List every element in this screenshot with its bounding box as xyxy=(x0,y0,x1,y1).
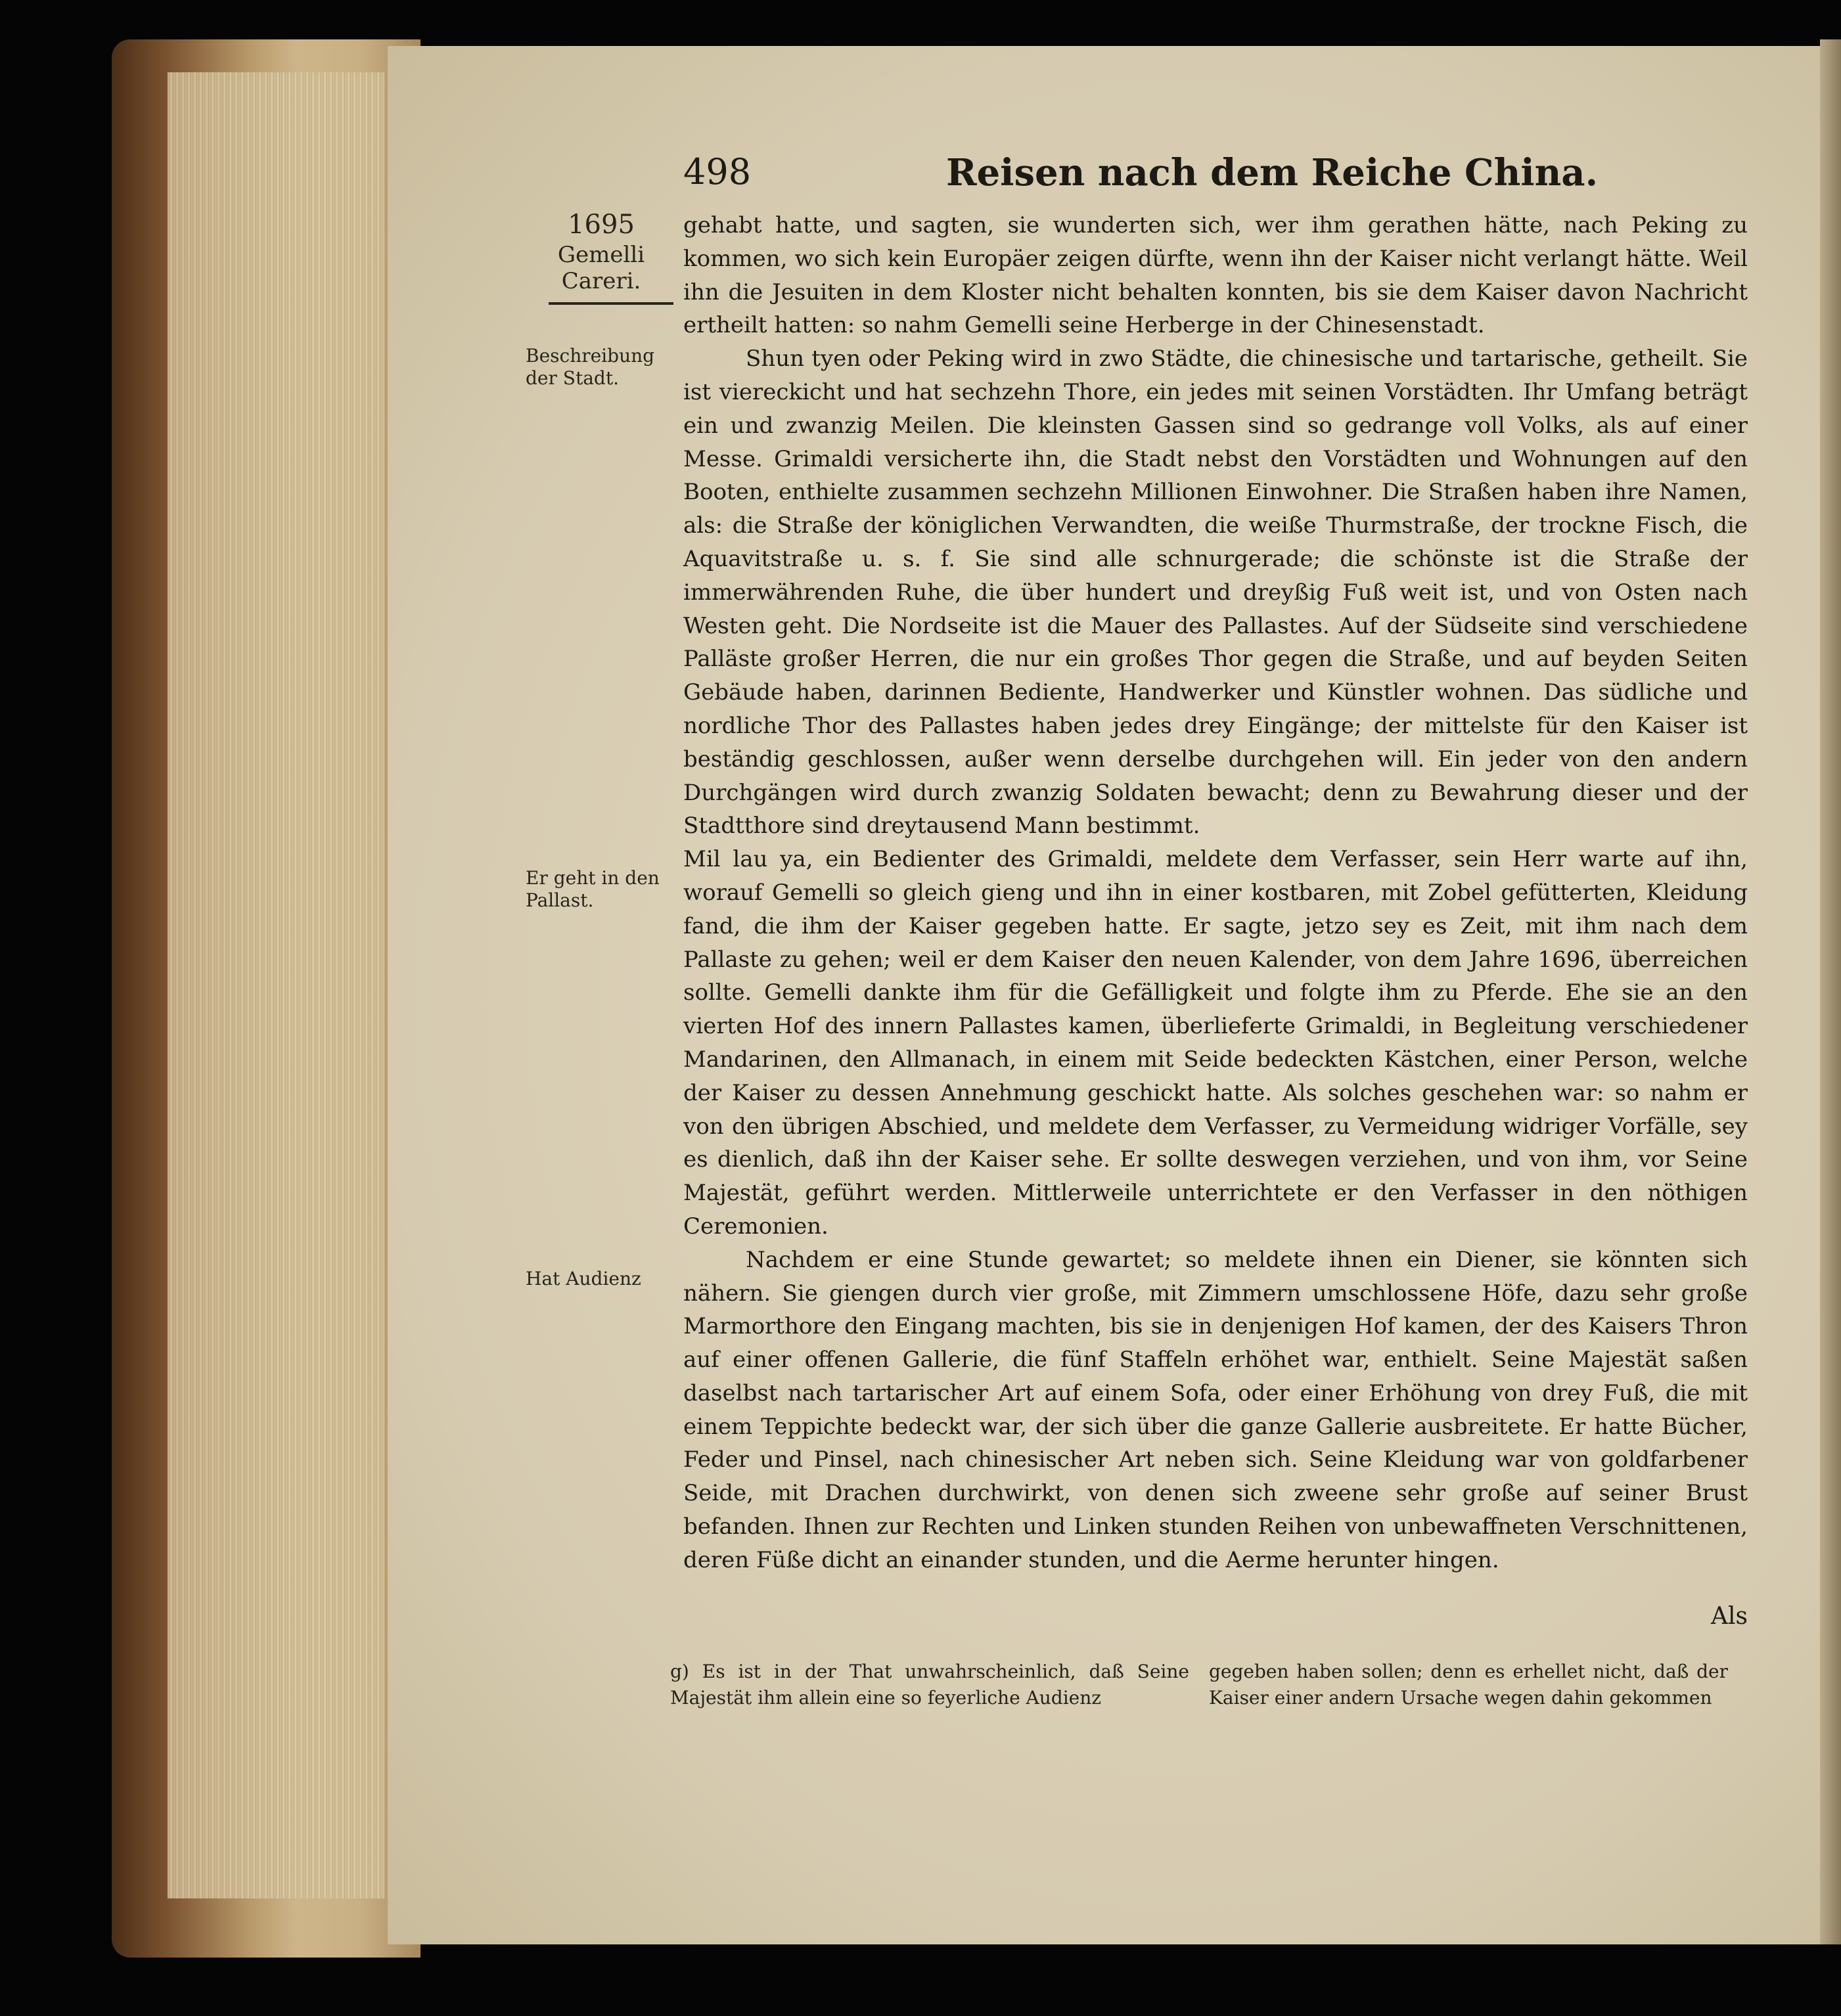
margin-note-year: 1695 xyxy=(568,210,635,240)
margin-note-description: Beschreibung der Stadt. xyxy=(526,345,655,389)
page-header xyxy=(683,151,1748,204)
footnote-left-column: g) Es ist in der That unwahrscheinlich, daß Seine Majestät ihm allein eine so feyerliche Audienz xyxy=(670,1661,1189,1709)
margin-rule xyxy=(549,302,673,305)
paragraph-1: gehabt hatte, und sagten, sie wunderten sich, wer ihm gerathen hätte, nach Peking zu kommen, wo sich kein Europäer zeigen dürfte, wenn ihn der Kaiser nicht verlangt hätte. Weil ihn die Jesuiten in dem Kloster nicht behalten konnten, bis sie dem Kaiser davon Nachricht ertheilt hatten: so nahm Gemelli seine Herberge in der Chinesenstadt. xyxy=(683,212,1748,339)
page-number: 498 xyxy=(683,151,752,192)
margin-notes xyxy=(526,204,677,1320)
margin-note-palace: Er geht in den Pallast. xyxy=(526,867,660,911)
catchword: Als xyxy=(1711,1603,1748,1630)
paragraph-4: Nachdem er eine Stunde gewartet; so meldete ihnen ein Diener, sie könnten sich nähern. Sie giengen durch vier große, mit Zimmern umschlossene Höfe, dazu sehr große Marmorthore den Eingang machten, bis sie in denjenigen Hof kamen, der des Kaisers Thron auf einer offenen Gallerie, die fünf Staffeln erhöhet war, enthielt. Seine Majestät saßen daselbst nach tartarischer Art auf einem Sofa, oder einer Erhöhung von drey Fuß, die mit einem Teppichte bedeckt war, der sich über die ganze Gallerie ausbreitete. Er hatte Bücher, Feder und Pinsel, nach chinesischer Art neben sich. Seine Kleidung war von goldfarbener Seide, mit Drachen durchwirkt, von denen sich zweene sehr große auf seiner Brust befanden. Ihnen zur Rechten und Linken stunden Reihen von unbewaffneten Verschnittenen, deren Füße dicht an einander stunden, und die Aerme herunter hingen. xyxy=(683,1246,1748,1573)
paragraph-2: Shun tyen oder Peking wird in zwo Städte, die chinesische und tartarische, getheilt. Sie ist viereckicht und hat sechzehn Thore, ein jedes mit seinen Vorstädten. Ihr Umfang beträgt ein und zwanzig Meilen. Die kleinsten Gassen sind so gedrange voll Volks, als auf einer Messe. Grimaldi versicherte ihn, die Stadt nebst den Vorstädten und Wohnungen auf den Booten, enthielte zusammen sechzehn Millionen Einwohner. Die Straßen haben ihre Namen, als: die Straße der königlichen Verwandten, die weiße Thurmstraße, der trockne Fisch, die Aquavitstraße u. s. f. Sie sind alle schnurgerade; die schönste ist die Straße der immerwährenden Ruhe, die über hundert und dreyßig Fuß weit ist, und von Osten nach Westen geht. Die Nordseite ist die Mauer des Pallastes. Auf der Südseite sind verschiedene Palläste großer Herren, die nur ein großes Thor gegen die Straße, und auf beyden Seiten Gebäude haben, darinnen Bediente, Handwerker und Künstler wohnen. Das südliche und nordliche Thor des Pallastes haben jedes drey Eingänge; der mittelste für den Kaiser ist beständig geschlossen, außer wenn derselbe durchgehen will. Ein jeder von den andern Durchgängen wird durch zwanzig Soldaten bewacht; denn zu Bewahrung dieser und der Stadtthore sind dreytausend Mann bestimmt. xyxy=(683,346,1748,840)
footnote-right-column: gegeben haben sollen; denn es erhellet nicht, daß der Kaiser einer andern Ursache wegen dahin gekommen xyxy=(1209,1661,1728,1709)
running-title: Reisen nach dem Reiche China. xyxy=(946,151,1599,194)
facing-page-edge xyxy=(1820,39,1841,1944)
page-stack-texture xyxy=(168,72,384,1898)
margin-note-name: Gemelli Careri. xyxy=(557,242,645,294)
paragraph-3: Mil lau ya, ein Bedienter des Grimaldi, meldete dem Verfasser, sein Herr warte auf ihn, worauf Gemelli so gleich gieng und ihn in einer kostbaren, mit Zobel gefütterten, Kleidung fand, die ihm der Kaiser gegeben hatte. Er sagte, jetzo sey es Zeit, mit ihm nach dem Pallaste zu gehen; weil er dem Kaiser den neuen Kalender, von dem Jahre 1696, überreichen sollte. Gemelli dankte ihm für die Gefälligkeit und folgte ihm zu Pferde. Ehe sie an den vierten Hof des innern Pallastes kamen, überlieferte Grimaldi, in Begleitung verschiedener Mandarinen, den Allmanach, in einem mit Seide bedeckten Kästchen, einer Person, welche der Kaiser zu dessen Annehmung geschickt hatte. Als solches geschehen war: so nahm er von den übrigen Abschied, und meldete dem Verfasser, zu Vermeidung widriger Vorfälle, sey es dienlich, daß ihn der Kaiser sehe. Er sollte deswegen verziehen, und von ihm, vor Seine Majestät, geführt werden. Mittlerweile unterrichtete er den Verfasser in den nöthigen Ceremonien. xyxy=(683,846,1748,1240)
body-text xyxy=(683,209,1748,1577)
margin-note-audience: Hat Audienz xyxy=(526,1268,641,1289)
